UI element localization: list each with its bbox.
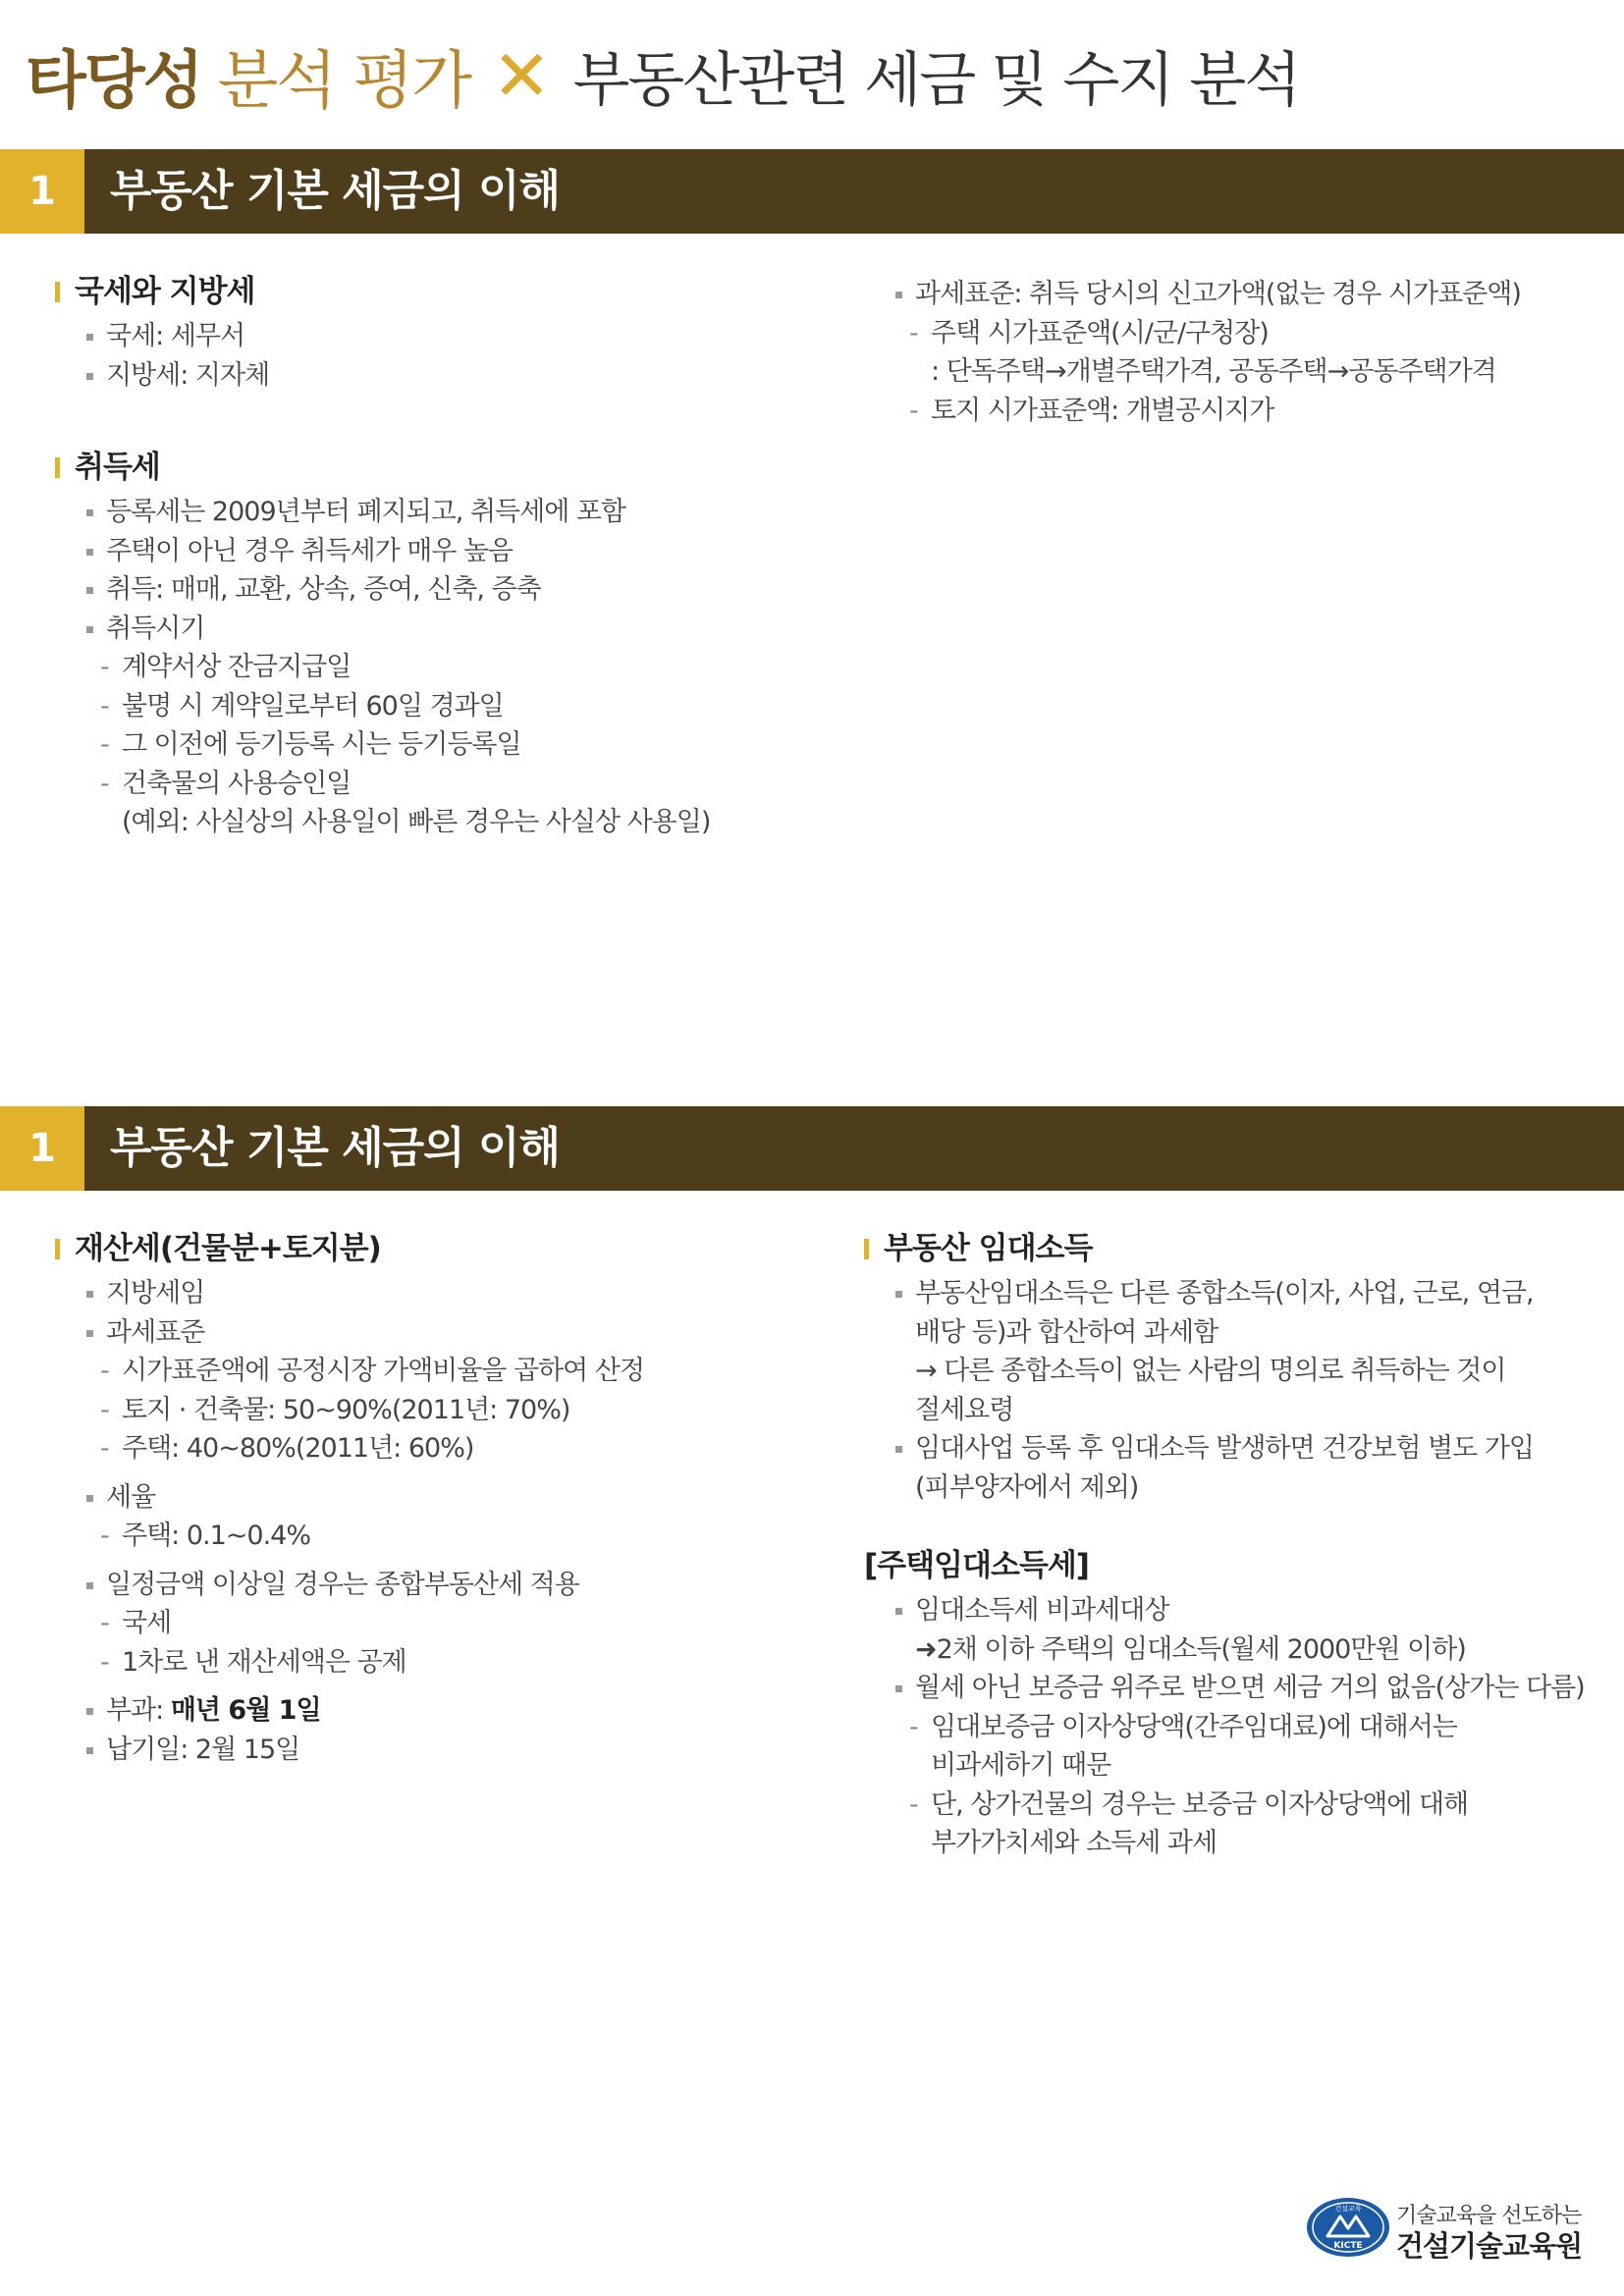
- list-item: 과세표준: [55, 1313, 644, 1353]
- logo-tagline: 기술교육을 선도하는: [1396, 2204, 1582, 2228]
- list-item: 지방세: 지자체: [55, 356, 710, 396]
- sub-list-item: - 임대보증금 이자상당액(간주임대료)에 대해서는: [864, 1708, 1585, 1747]
- sub-list-item: - 주택: 0.1~0.4%: [55, 1517, 644, 1556]
- sub-list-item: - 1차로 낸 재산세액은 공제: [55, 1643, 644, 1682]
- list-item: 일정금액 이상일 경우는 종합부동산세 적용: [55, 1566, 644, 1605]
- heading-acquisition-tax: 취득세: [55, 448, 710, 487]
- list-item: 취득시기: [55, 610, 710, 649]
- list-item: 납기일: 2월 15일: [55, 1731, 644, 1770]
- section-title: 부동산 기본 세금의 이해: [110, 1123, 560, 1173]
- section-title: 부동산 기본 세금의 이해: [110, 166, 560, 216]
- sub-list-item: - 건축물의 사용승인일: [55, 765, 710, 804]
- list-item: 등록세는 2009년부터 폐지되고, 취득세에 포함: [55, 493, 710, 532]
- list-item: 월세 아닌 보증금 위주로 받으면 세금 거의 없음(상가는 다름): [864, 1669, 1585, 1708]
- sub-list-continuation: : 단독주택→개별주택가격, 공동주택→공동주택가격: [931, 356, 1496, 387]
- list-item: 세율: [55, 1478, 644, 1518]
- section-header-2: [0, 1106, 1624, 1191]
- title-separator-icon: ✕: [492, 34, 552, 117]
- list-continuation: → 다른 종합소득이 없는 사람의 명의로 취득하는 것이: [915, 1356, 1506, 1386]
- list-item: 임대사업 등록 후 임대소득 발생하면 건강보험 별도 가입: [864, 1429, 1585, 1468]
- list-item: 취득: 매매, 교환, 상속, 증여, 신축, 증축: [55, 570, 710, 610]
- list-item: 국세: 세무서: [55, 317, 710, 356]
- logo-name: 건설기술교육원: [1396, 2229, 1583, 2263]
- section-2-right-column: [864, 1229, 1585, 1863]
- title-subject: 분석 평가: [217, 45, 471, 118]
- heading-housing-rental-tax: [주택임대소득세]: [864, 1548, 1089, 1583]
- heading-rental-income: 부동산 임대소득: [864, 1229, 1585, 1268]
- list-item: 주택이 아닌 경우 취득세가 매우 높음: [55, 532, 710, 571]
- section-number: 1: [0, 149, 84, 234]
- sub-list-item: - 시가표준액에 공정시장 가액비율을 곱하여 산정: [55, 1352, 644, 1391]
- list-item-levy-date: [55, 1691, 644, 1731]
- list-continuation: (피부양자에서 제외): [915, 1471, 1139, 1503]
- title-topic: 부동산관련 세금 및 수지 분석: [572, 46, 1300, 115]
- sub-list-continuation: 부가가치세와 소득세 과세: [931, 1828, 1218, 1858]
- sub-list-item: - 토지 · 건축물: 50~90%(2011년: 70%): [55, 1391, 644, 1430]
- kicte-emblem-icon: [1306, 2197, 1390, 2258]
- levy-label: 부과:: [106, 1695, 171, 1726]
- sub-list-continuation: 비과세하기 때문: [931, 1750, 1111, 1781]
- sub-list-continuation: (예외: 사실상의 사용일이 빠른 경우는 사실상 사용일): [122, 807, 711, 837]
- section-1-left-column: [55, 272, 710, 842]
- list-continuation: 절세요령: [915, 1394, 1014, 1425]
- kicte-logo: [1306, 2197, 1600, 2263]
- document-title: [26, 31, 1299, 120]
- section-1-right-column: [864, 275, 1521, 430]
- sub-list-item: - 주택: 40~80%(2011년: 60%): [55, 1429, 644, 1468]
- emblem-top-text: 건설교육: [1334, 2205, 1362, 2213]
- sub-list-item: - 그 이전에 등기등록 시는 등기등록일: [55, 725, 710, 765]
- heading-national-local-tax: 국세와 지방세: [55, 272, 710, 311]
- sub-list-item: - 계약서상 잔금지급일: [55, 648, 710, 687]
- emblem-text: KICTE: [1333, 2241, 1363, 2251]
- list-item: 지방세임: [55, 1274, 644, 1313]
- sub-list-item: - 단, 상가건물의 경우는 보증금 이자상당액에 대해: [864, 1786, 1585, 1825]
- levy-date: 매년 6월 1일: [170, 1695, 321, 1726]
- list-item: 과세표준: 취득 당시의 신고가액(없는 경우 시가표준액): [864, 275, 1521, 314]
- section-header-1: [0, 149, 1624, 234]
- section-number: 1: [0, 1106, 84, 1191]
- section-2-left-column: [55, 1229, 644, 1769]
- heading-property-tax: 재산세(건물분+토지분): [55, 1229, 644, 1268]
- sub-list-item: - 토지 시가표준액: 개별공시지가: [864, 392, 1521, 431]
- title-keyword: 타당성: [26, 45, 202, 118]
- list-item: 부동산임대소득은 다른 종합소득(이자, 사업, 근로, 연금,: [864, 1274, 1585, 1313]
- list-continuation: 배당 등)과 합산하여 과세함: [915, 1316, 1218, 1348]
- sub-list-item: - 주택 시가표준액(시/군/구청장): [864, 314, 1521, 353]
- list-continuation: ➜2채 이하 주택의 임대소득(월세 2000만원 이하): [915, 1633, 1466, 1665]
- sub-list-item: - 국세: [55, 1604, 644, 1643]
- list-item: 임대소득세 비과세대상: [864, 1591, 1585, 1630]
- sub-list-item: - 불명 시 계약일로부터 60일 경과일: [55, 687, 710, 726]
